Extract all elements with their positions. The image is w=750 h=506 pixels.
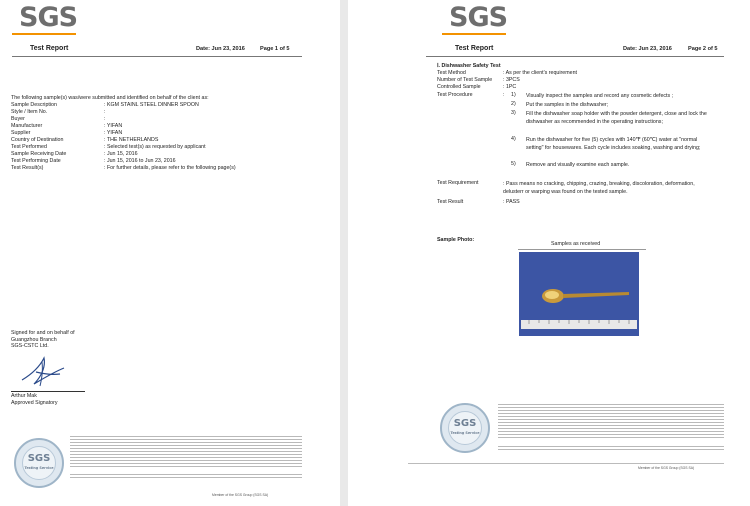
field-label: Number of Test Sample [437, 77, 493, 83]
field-value: : As per the client's requirement [503, 70, 578, 76]
photo-caption-rule [518, 249, 646, 250]
step-text: Visually inspect the samples and record any cosmetic defects ; [526, 93, 674, 99]
step-text: Run the dishwasher for five (5) cycles with 140℉ (60℃) water at "normal setting" for housewares. Each cycle includes soaking, washing and drying; [526, 137, 701, 151]
sgs-logo: SGS [19, 2, 78, 33]
intro-text: The following sample(s) was/were submitted and identified on behalf of the client as: [11, 95, 209, 101]
report-date: Date: Jun 23, 2016 [623, 46, 672, 52]
report-title: Test Report [455, 45, 494, 52]
field-value: : YIFAN [104, 130, 123, 136]
report-page-2 [348, 0, 750, 506]
field-label: Controlled Sample [437, 84, 481, 90]
field-label: Country of Destination [11, 137, 64, 143]
field-value: : Jun 15, 2016 to Jun 23, 2016 [104, 158, 176, 164]
header-divider [426, 56, 724, 57]
member-footer: Member of the SGS Group (SGS SA) [212, 493, 269, 497]
logo-underline [442, 33, 506, 35]
step-text: Remove and visually examine each sample. [526, 162, 630, 168]
sample-photo-label: Sample Photo: [437, 237, 475, 243]
logo-underline [12, 33, 76, 35]
report-date: Date: Jun 23, 2016 [196, 46, 245, 52]
signed-block: Signed for and on behalf of Guangzhou Branch SGS-CSTC Ltd. [11, 330, 75, 350]
sgs-logo: SGS [449, 2, 508, 33]
sample-photo [519, 252, 639, 336]
step-number: 5) [511, 161, 516, 167]
step-number: 3) [511, 110, 516, 116]
field-value: : YIFAN [104, 123, 123, 129]
field-label: Buyer [11, 116, 25, 122]
result-label: Test Result [437, 199, 464, 205]
fine-print-contacts [70, 474, 302, 480]
signatory-block: Arthur Mak Approved Signatory [11, 393, 58, 406]
requirement-value: : Pass means no cracking, chipping, crazing, breaking, discoloration, deformation, delusterr or warping was found on the tested sample. [503, 181, 695, 195]
sgs-seal: SGS Testing Service [440, 403, 490, 453]
header-divider [12, 56, 302, 57]
field-value: : THE NETHERLANDS [104, 137, 159, 143]
field-label: Test Performed [11, 144, 47, 150]
report-page-1 [0, 0, 340, 506]
field-label: Sample Receiving Date [11, 151, 67, 157]
section-heading: Ⅰ. Dishwasher Safety Test [437, 63, 501, 69]
fine-print-terms [498, 404, 724, 440]
field-value: : For further details, please refer to the following page(s) [104, 165, 236, 171]
step-number: 4) [511, 136, 516, 142]
procedure-colon: : [503, 92, 505, 98]
step-number: 2) [511, 101, 516, 107]
field-value: : Jun 15, 2016 [104, 151, 138, 157]
field-value: : [104, 116, 106, 122]
field-label: Test Method [437, 70, 466, 76]
handwritten-signature [14, 352, 74, 390]
step-text: Put the samples in the dishwasher; [526, 102, 609, 108]
step-text: Fill the dishwasher soap holder with the powder detergent, close and lock the dishwasher as recommended in the operating instructions; [526, 111, 707, 125]
field-value: : 3PCS [503, 77, 520, 83]
field-label: Test Performing Date [11, 158, 61, 164]
field-value: : [104, 109, 106, 115]
footer-divider [408, 463, 724, 464]
fine-print-contacts [498, 446, 724, 452]
step-number: 1) [511, 92, 516, 98]
field-value: : KGM STAINL STEEL DINNER SPOON [104, 102, 199, 108]
field-label: Sample Description [11, 102, 57, 108]
result-value: : PASS [503, 199, 520, 205]
field-label: Supplier [11, 130, 31, 136]
sgs-seal: SGS Testing Service [14, 438, 64, 488]
member-footer: Member of the SGS Group (SGS SA) [638, 466, 695, 470]
field-value: : 1PC [503, 84, 517, 90]
report-title: Test Report [30, 45, 69, 52]
field-label: Manufacturer [11, 123, 43, 129]
requirement-label: Test Requirement [437, 180, 479, 186]
signature-line [11, 391, 85, 392]
photo-caption: Samples as received [551, 241, 601, 247]
fine-print-terms [70, 436, 302, 469]
page-number: Page 1 of 5 [260, 46, 290, 52]
procedure-label: Test Procedure [437, 92, 473, 98]
field-label: Style / Item No. [11, 109, 48, 115]
field-label: Test Result(s) [11, 165, 44, 171]
field-value: : Selected test(s) as requested by applicant [104, 144, 206, 150]
page-number: Page 2 of 5 [688, 46, 718, 52]
